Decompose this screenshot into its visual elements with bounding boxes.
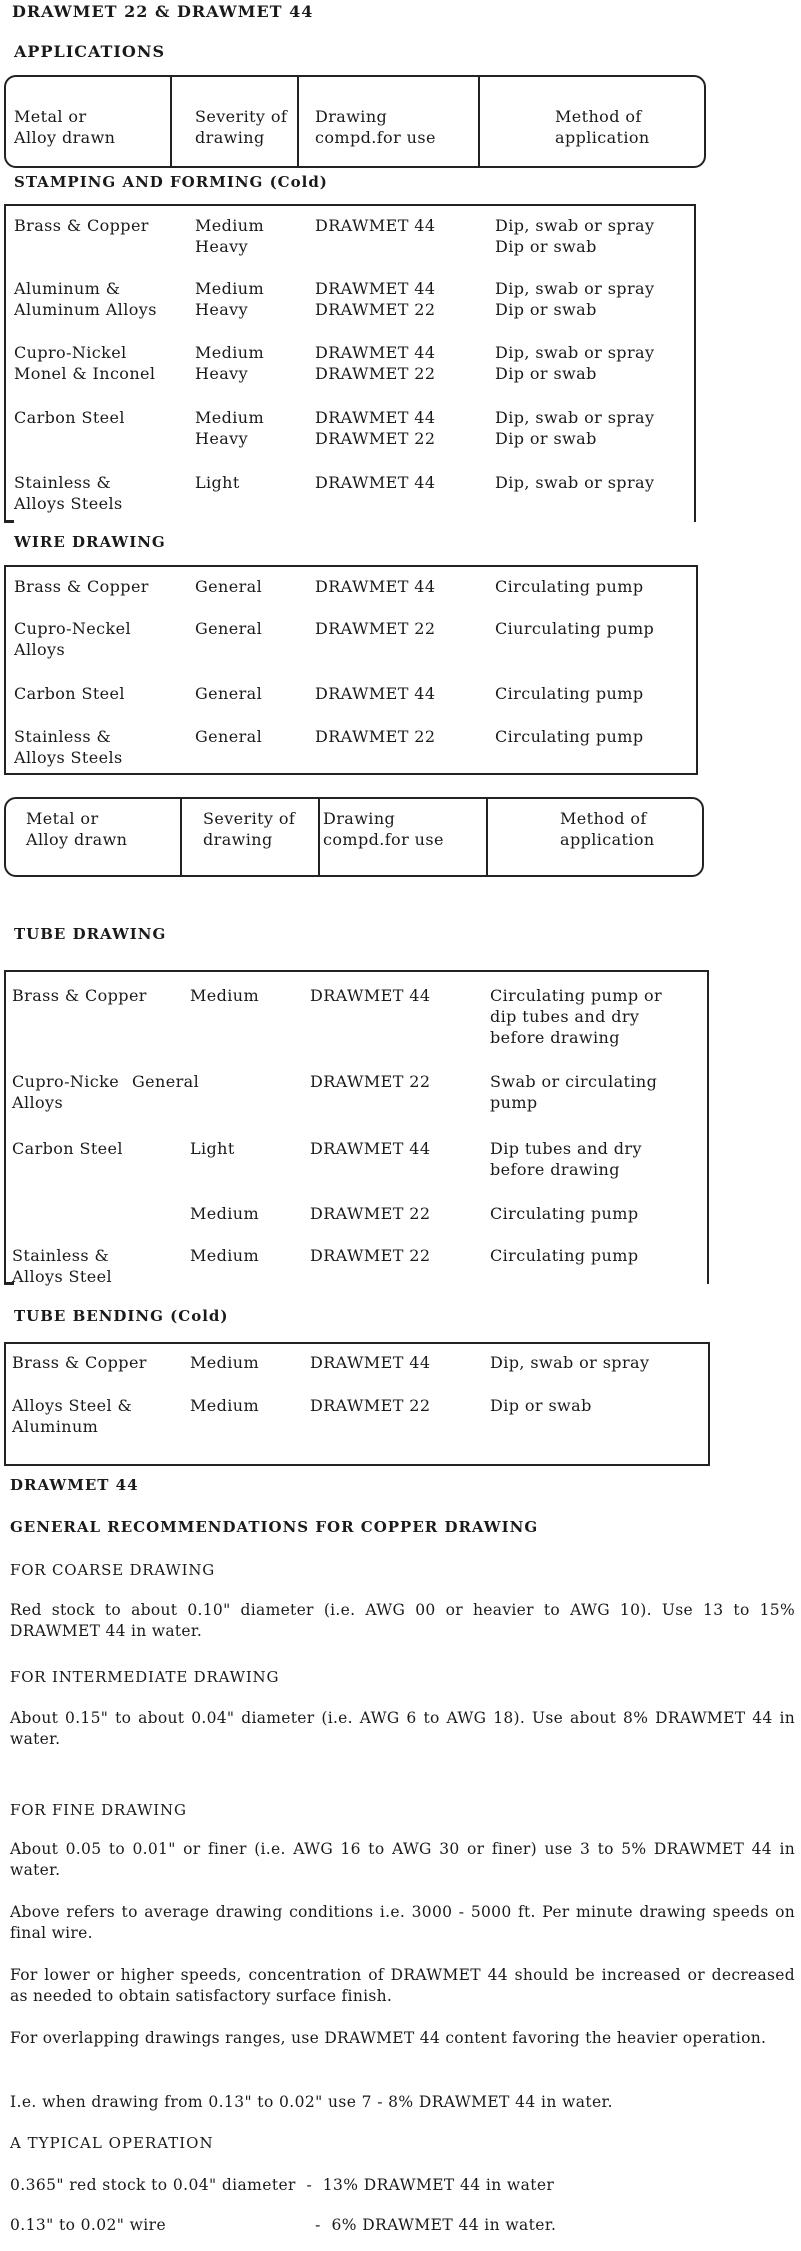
table-cell: DRAWMET 44 bbox=[315, 473, 436, 492]
coarse-text: Red stock to about 0.10" diameter (i.e. AWG 00 or heavier to AWG 10). Use 13 to 15% DRAWMET 44 in water. bbox=[10, 1601, 795, 1640]
table-cell: DRAWMET 44 bbox=[310, 1353, 431, 1372]
table-cell: Brass & Copper bbox=[14, 216, 149, 235]
table-cell: Alloys Steel bbox=[12, 1267, 113, 1286]
table-cell: Heavy bbox=[195, 300, 249, 319]
table-cell: Circulating pump bbox=[495, 684, 644, 703]
table-cell: DRAWMET 22 bbox=[310, 1072, 431, 1091]
table-cell: Alloys Steels bbox=[14, 494, 123, 513]
table-cell: DRAWMET 22 bbox=[315, 364, 436, 383]
bending-heading: TUBE BENDING (Cold) bbox=[14, 1307, 229, 1325]
table-cell: Carbon Steel bbox=[14, 408, 125, 427]
table-cell: General bbox=[195, 684, 263, 703]
table-cell: DRAWMET 22 bbox=[315, 727, 436, 746]
header-method-line1: Method of bbox=[560, 809, 647, 828]
table-cell: Circulating pump bbox=[495, 577, 644, 596]
table-cell: Dip or swab bbox=[495, 364, 597, 383]
wire-heading: WIRE DRAWING bbox=[14, 533, 166, 551]
fine-text: About 0.05 to 0.01" or finer (i.e. AWG 16 to AWG 30 or finer) use 3 to 5% DRAWMET 44 in water. bbox=[10, 1840, 795, 1879]
table-cell: Medium bbox=[190, 1204, 260, 1223]
table-cell: Light bbox=[190, 1139, 235, 1158]
table-cell: DRAWMET 22 bbox=[310, 1246, 431, 1265]
paragraph-overlapping: For overlapping drawings ranges, use DRAWMET 44 content favoring the heavier operation. bbox=[10, 2029, 767, 2047]
table-cell: Circulating pump or bbox=[490, 986, 663, 1005]
table-cell: dip tubes and dry bbox=[490, 1007, 640, 1026]
table-cell: Dip, swab or spray bbox=[495, 473, 655, 492]
table-cell: Stainless & bbox=[14, 727, 112, 746]
table-cell: Alloys bbox=[12, 1093, 64, 1112]
table-cell: General bbox=[195, 727, 263, 746]
table-cell: Light bbox=[195, 473, 240, 492]
table-cell: DRAWMET 44 bbox=[315, 216, 436, 235]
table-cell: Medium bbox=[195, 343, 265, 362]
table-cell: Medium bbox=[190, 1396, 260, 1415]
table-cell: Circulating pump bbox=[495, 727, 644, 746]
table-cell: DRAWMET 44 bbox=[315, 577, 436, 596]
header-severity-line1: Severity of bbox=[203, 809, 296, 828]
table-cell: Cupro-Nicke bbox=[12, 1072, 120, 1091]
table-cell: DRAWMET 44 bbox=[310, 1139, 431, 1158]
table-cell: General bbox=[132, 1072, 200, 1091]
table-cell: DRAWMET 44 bbox=[315, 684, 436, 703]
table-cell: DRAWMET 44 bbox=[310, 986, 431, 1005]
table-cell: Stainless & bbox=[14, 473, 112, 492]
table-cell: DRAWMET 44 bbox=[315, 408, 436, 427]
table-cell: DRAWMET 44 bbox=[315, 343, 436, 362]
table-cell: Medium bbox=[190, 1353, 260, 1372]
column-divider bbox=[180, 798, 182, 876]
table-cell: Medium bbox=[195, 279, 265, 298]
table-cell: Medium bbox=[195, 216, 265, 235]
table-cell: Stainless & bbox=[12, 1246, 110, 1265]
typical-line-2: 0.13" to 0.02" wire - 6% DRAWMET 44 in water. bbox=[10, 2216, 557, 2234]
table-cell: before drawing bbox=[490, 1028, 620, 1047]
header-compd-line2: compd.for use bbox=[315, 128, 436, 147]
stamping-heading: STAMPING AND FORMING (Cold) bbox=[14, 173, 328, 191]
table-cell: Medium bbox=[190, 1246, 260, 1265]
typical-operation-heading: A TYPICAL OPERATION bbox=[10, 2134, 214, 2152]
header-method-line1: Method of bbox=[555, 107, 642, 126]
table-cell: Medium bbox=[195, 408, 265, 427]
column-divider bbox=[478, 76, 480, 167]
table-cell: before drawing bbox=[490, 1160, 620, 1179]
table-cell: DRAWMET 22 bbox=[310, 1396, 431, 1415]
table-cell: pump bbox=[490, 1093, 538, 1112]
table-cell: DRAWMET 22 bbox=[315, 300, 436, 319]
drawmet44-heading: DRAWMET 44 bbox=[10, 1476, 139, 1494]
table-cell: Dip or swab bbox=[495, 300, 597, 319]
table-cell: Dip tubes and dry bbox=[490, 1139, 642, 1158]
table-cell: Alloys bbox=[14, 640, 66, 659]
table-cell: General bbox=[195, 577, 263, 596]
table-cell: Heavy bbox=[195, 429, 249, 448]
table-cell: Monel & Inconel bbox=[14, 364, 156, 383]
table-cell: Dip, swab or spray bbox=[490, 1353, 650, 1372]
table-cell: Dip, swab or spray bbox=[495, 343, 655, 362]
header-method-line2: application bbox=[555, 128, 650, 147]
table-cell: Cupro-Neckel bbox=[14, 619, 131, 638]
table-cell: DRAWMET 22 bbox=[315, 429, 436, 448]
table-cell: DRAWMET 22 bbox=[310, 1204, 431, 1223]
table-cell: Brass & Copper bbox=[14, 577, 149, 596]
header-compd-line1: Drawing bbox=[315, 107, 388, 126]
header-compd-line1: Drawing bbox=[323, 809, 396, 828]
table-cell: Brass & Copper bbox=[12, 1353, 147, 1372]
paragraph-average-conditions: Above refers to average drawing conditions i.e. 3000 - 5000 ft. Per minute drawing speeds on final wire. bbox=[10, 1903, 795, 1942]
header-severity-line2: drawing bbox=[195, 128, 265, 147]
table-cell: DRAWMET 22 bbox=[315, 619, 436, 638]
table-cell: Swab or circulating bbox=[490, 1072, 658, 1091]
header-method-line2: application bbox=[560, 830, 655, 849]
table-cell: Circulating pump bbox=[490, 1204, 639, 1223]
table-cell: Medium bbox=[190, 986, 260, 1005]
table-cell: Dip or swab bbox=[490, 1396, 592, 1415]
table-cell: Dip or swab bbox=[495, 429, 597, 448]
column-divider bbox=[318, 798, 320, 876]
general-recommendations-heading: GENERAL RECOMMENDATIONS FOR COPPER DRAWING bbox=[10, 1518, 539, 1536]
header-metal-line2: Alloy drawn bbox=[14, 128, 116, 147]
header-compd-line2: compd.for use bbox=[323, 830, 444, 849]
table-cell: Brass & Copper bbox=[12, 986, 147, 1005]
fine-heading: FOR FINE DRAWING bbox=[10, 1801, 187, 1819]
table-cell: Carbon Steel bbox=[14, 684, 125, 703]
table-cell: Alloys Steel & bbox=[12, 1396, 133, 1415]
column-divider bbox=[486, 798, 488, 876]
table-cell: Heavy bbox=[195, 364, 249, 383]
table-cell: Carbon Steel bbox=[12, 1139, 123, 1158]
table-cell: Dip, swab or spray bbox=[495, 408, 655, 427]
table-cell: General bbox=[195, 619, 263, 638]
table-cell: Ciurculating pump bbox=[495, 619, 655, 638]
coarse-heading: FOR COARSE DRAWING bbox=[10, 1561, 216, 1579]
tube-heading: TUBE DRAWING bbox=[14, 925, 167, 943]
page-title: DRAWMET 22 & DRAWMET 44 bbox=[12, 2, 314, 21]
header-severity-line2: drawing bbox=[203, 830, 273, 849]
table-cell: Aluminum bbox=[12, 1417, 99, 1436]
column-divider bbox=[297, 76, 299, 167]
table-cell: Cupro-Nickel bbox=[14, 343, 127, 362]
table-cell: Dip or swab bbox=[495, 237, 597, 256]
table-cell: DRAWMET 44 bbox=[315, 279, 436, 298]
table-cell: Alloys Steels bbox=[14, 748, 123, 767]
header-metal-line1: Metal or bbox=[26, 809, 99, 828]
paragraph-example: I.e. when drawing from 0.13" to 0.02" use 7 - 8% DRAWMET 44 in water. bbox=[10, 2093, 613, 2111]
table-cell: Aluminum Alloys bbox=[14, 300, 157, 319]
applications-heading: APPLICATIONS bbox=[14, 42, 165, 61]
paragraph-speeds: For lower or higher speeds, concentration of DRAWMET 44 should be increased or decreased as needed to obtain satisfactory surface finish. bbox=[10, 1966, 795, 2005]
typical-line-1: 0.365" red stock to 0.04" diameter - 13% DRAWMET 44 in water bbox=[10, 2176, 555, 2194]
table-cell: Aluminum & bbox=[14, 279, 121, 298]
table-cell: Dip, swab or spray bbox=[495, 279, 655, 298]
header-metal-line2: Alloy drawn bbox=[26, 830, 128, 849]
table-cell: Heavy bbox=[195, 237, 249, 256]
intermediate-text: About 0.15" to about 0.04" diameter (i.e. AWG 6 to AWG 18). Use about 8% DRAWMET 44 in water. bbox=[10, 1709, 795, 1748]
intermediate-heading: FOR INTERMEDIATE DRAWING bbox=[10, 1668, 280, 1686]
stamping-table-bottom bbox=[4, 520, 14, 523]
table-cell: Dip, swab or spray bbox=[495, 216, 655, 235]
column-divider bbox=[170, 76, 172, 167]
table-cell: Circulating pump bbox=[490, 1246, 639, 1265]
header-metal-line1: Metal or bbox=[14, 107, 87, 126]
header-severity-line1: Severity of bbox=[195, 107, 288, 126]
